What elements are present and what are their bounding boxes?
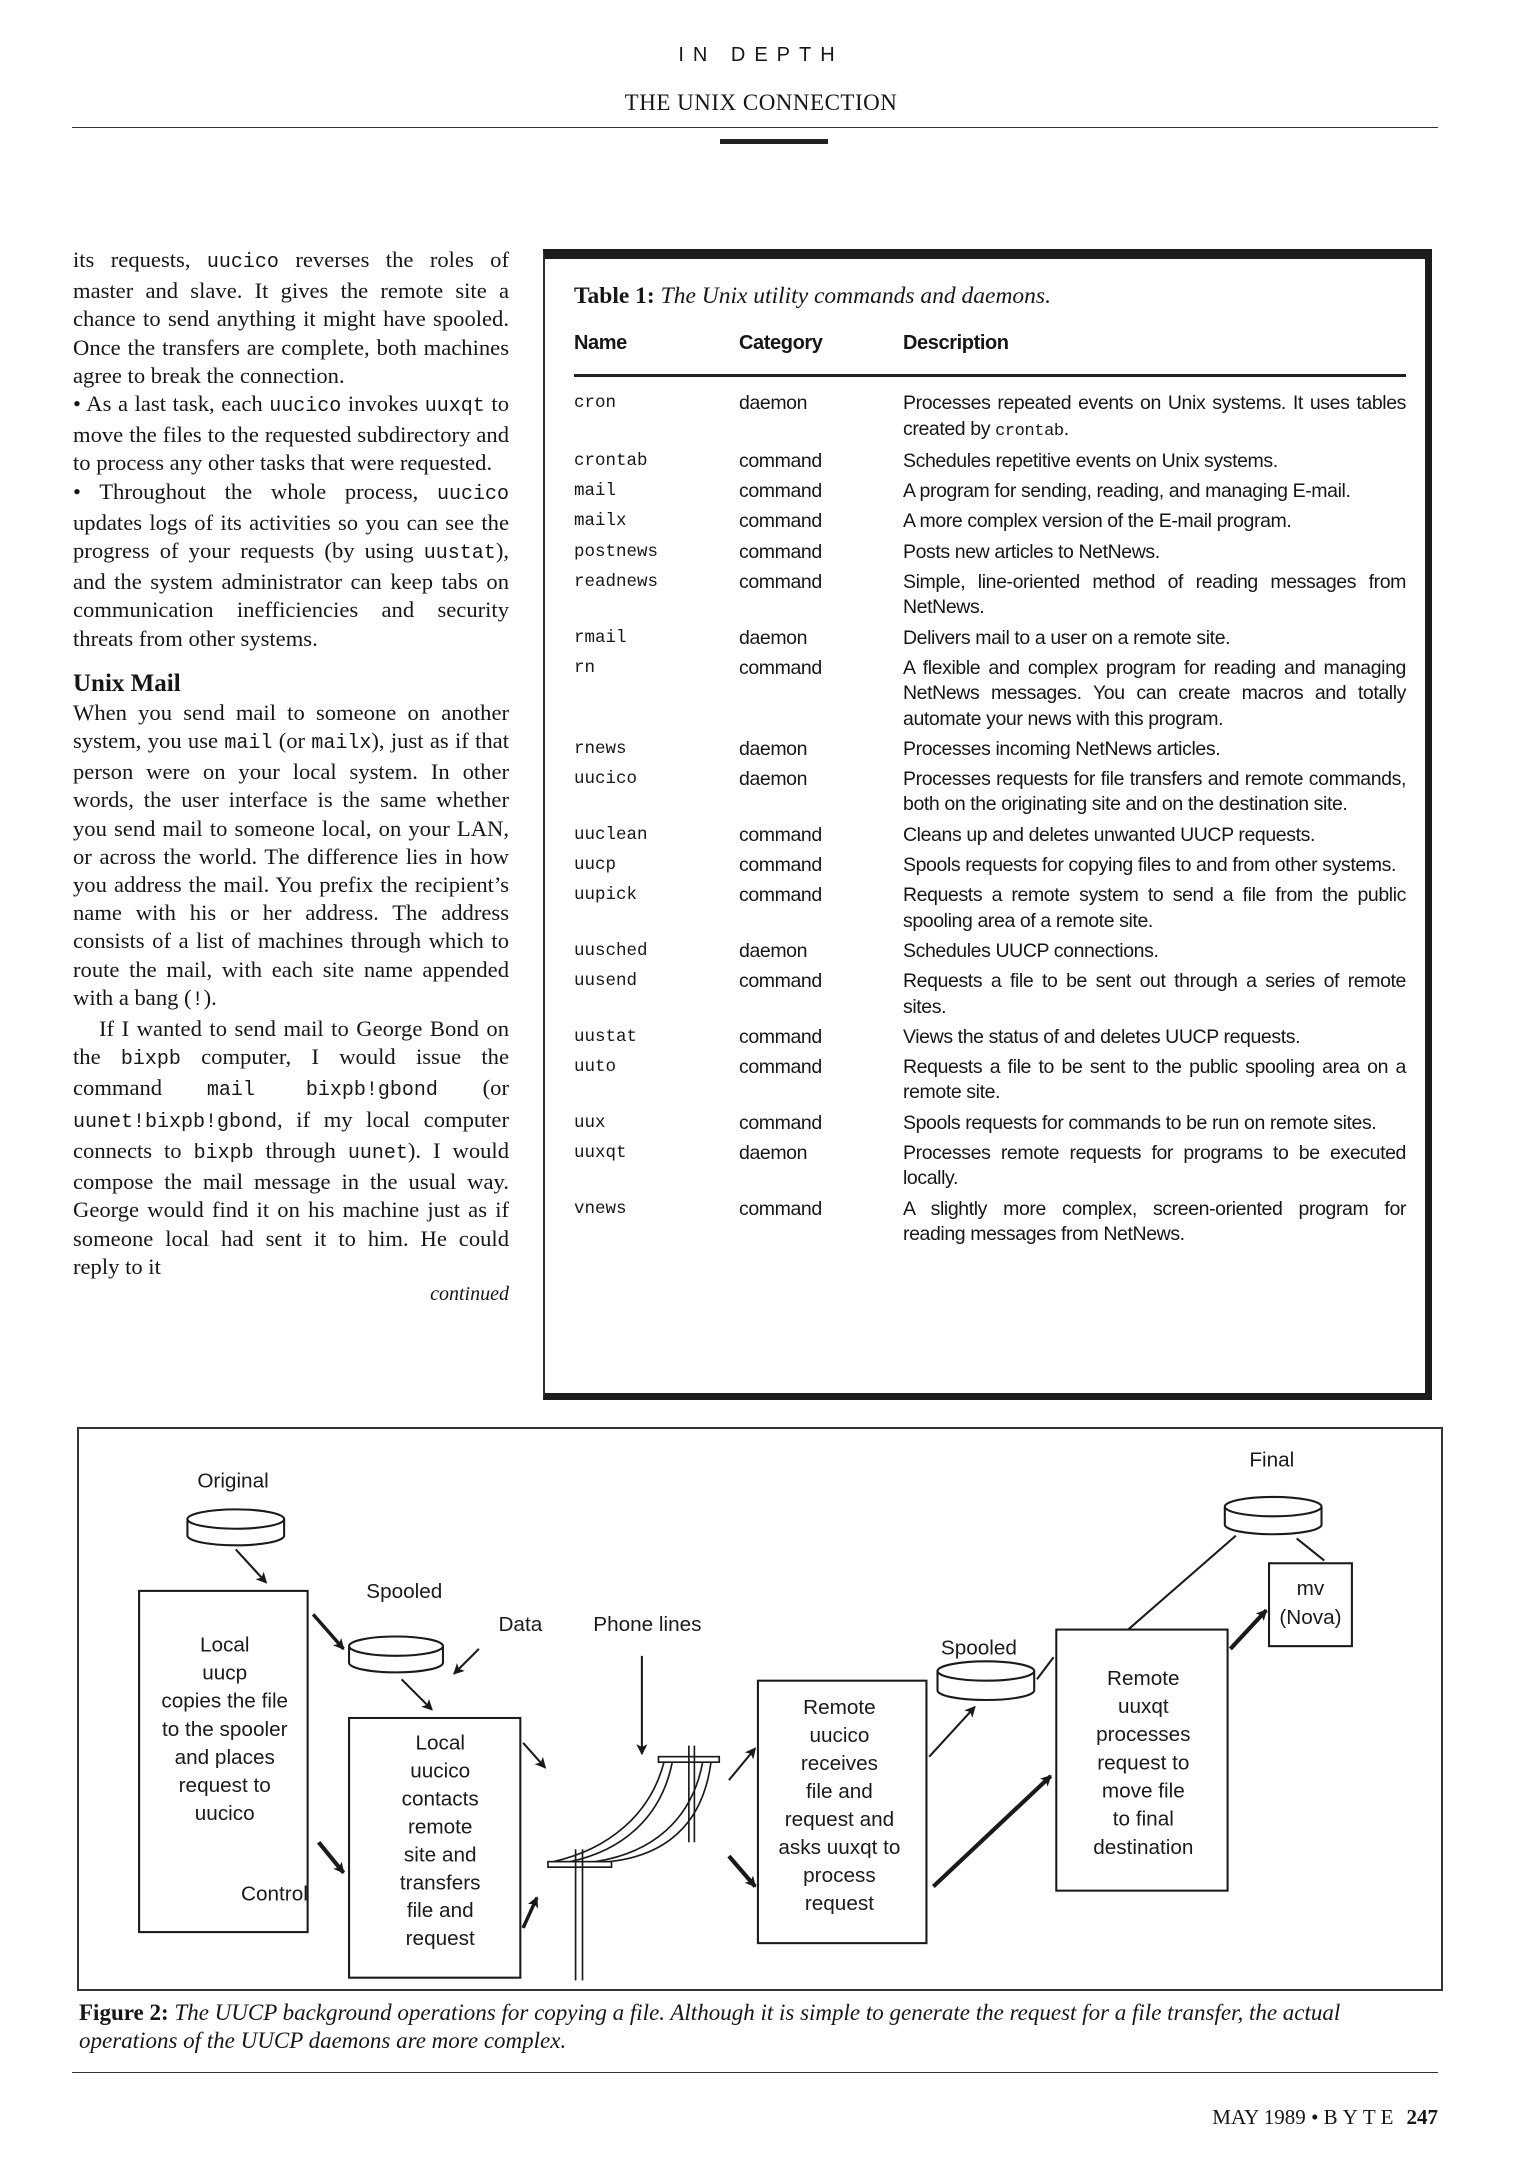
- cell-description: [903, 540, 1406, 570]
- section-title: THE UNIX CONNECTION: [624, 90, 898, 115]
- cell-description: [903, 853, 1406, 883]
- box-text-remote-uucico: request and: [784, 1807, 895, 1831]
- cell-description: [903, 1111, 1406, 1141]
- inline-code: mail bixpb!gbond: [206, 1079, 438, 1103]
- inline-code: uustat: [423, 542, 496, 566]
- cell-category: daemon: [739, 1142, 808, 1165]
- cell-description: [903, 969, 1406, 1025]
- cell-category: command: [739, 1111, 822, 1134]
- cell-category: command: [739, 1056, 822, 1079]
- cell-description: [903, 449, 1406, 479]
- box-text-remote-uuxqt: Remote: [1107, 1666, 1180, 1690]
- description-text: Requests a file to be sent to the public spooling area on a remote site.: [903, 1056, 1406, 1104]
- cell-name: uuclean: [574, 824, 648, 845]
- figure-caption-text: The UUCP background operations for copying a file. Although it is simple to generate the request for a file transfer, the actual operations of the UUCP daemons are more complex.: [79, 2000, 1341, 2053]
- label-control: Control: [241, 1882, 308, 1906]
- text-run: If I wanted to send mail to George Bond on the: [73, 1016, 509, 1070]
- box-text-local-uucico: request: [405, 1927, 475, 1951]
- paragraph: [73, 478, 509, 653]
- cell-description: [903, 509, 1406, 539]
- label-final: Final: [1249, 1448, 1295, 1472]
- box-text-remote-uuxqt: to final: [1112, 1807, 1174, 1831]
- label-data: Data: [498, 1612, 543, 1636]
- table-row: [574, 767, 1406, 823]
- paragraph: [73, 246, 509, 390]
- continued-label: continued: [430, 1282, 509, 1305]
- text-run: reverses the roles of master and slave. It gives the remote site a chance to send anything it might have spooled. Once the transfers are complete, both machines agree to break the connection.: [73, 247, 509, 388]
- table-row: [574, 449, 1406, 479]
- description-text: Requests a remote system to send a file from the public spooling area of a remote site.: [903, 884, 1406, 932]
- text-run: ).: [203, 984, 217, 1010]
- cell-category: daemon: [739, 392, 808, 415]
- cell-category: command: [739, 854, 822, 877]
- cell-name: mail: [574, 481, 617, 502]
- table-title: [574, 283, 1051, 310]
- cell-category: command: [739, 823, 822, 846]
- table-row: [574, 737, 1406, 767]
- box-text-local-uucico: file and: [406, 1899, 474, 1923]
- inline-code: uuxqt: [424, 395, 485, 419]
- box-text-local-uucp: copies the file: [161, 1689, 289, 1713]
- paragraph: [73, 390, 509, 478]
- inline-code: uunet!bixpb!gbond: [73, 1110, 278, 1134]
- column-header-description: Description: [903, 331, 1406, 376]
- description-text: A program for sending, reading, and managing E-mail.: [903, 480, 1351, 503]
- disk-spooled-remote-icon: [938, 1661, 1035, 1700]
- cell-description: [903, 767, 1406, 823]
- inline-code: uunet: [347, 1141, 408, 1165]
- paragraph: [73, 1015, 509, 1281]
- box-text-remote-uuxqt: uuxqt: [1117, 1695, 1169, 1719]
- header-rule: [72, 127, 1438, 128]
- cell-category: command: [739, 449, 822, 472]
- box-text-remote-uucico: asks uuxqt to: [778, 1836, 901, 1860]
- table-row: [574, 1111, 1406, 1141]
- section-heading: Unix Mail: [73, 669, 181, 697]
- cell-category: command: [739, 571, 822, 594]
- box-text-local-uucico: transfers: [399, 1871, 481, 1895]
- cell-name: vnews: [574, 1198, 627, 1219]
- cell-name: uux: [574, 1112, 606, 1133]
- cell-category: command: [739, 1197, 822, 1220]
- description-text: A more complex version of the E-mail program.: [903, 510, 1292, 533]
- description-text: Views the status of and deletes UUCP requests.: [903, 1025, 1301, 1048]
- cell-name: uuxqt: [574, 1143, 627, 1164]
- description-text: Processes repeated events on Unix systems. It uses tables created by: [903, 392, 1406, 440]
- box-text-local-uucp: to the spooler: [161, 1717, 288, 1741]
- box-text-local-uucico: uucico: [410, 1759, 471, 1783]
- box-text-remote-uucico: file and: [806, 1779, 873, 1803]
- table-label: Table 1:: [574, 283, 655, 309]
- cell-name: readnews: [574, 572, 659, 593]
- inline-code: crontab: [995, 421, 1064, 441]
- table-row: [574, 1055, 1406, 1111]
- table-row: [574, 376, 1406, 449]
- table-row: [574, 1141, 1406, 1197]
- text-run: When you send mail to someone on another system, you use: [73, 699, 509, 754]
- text-run: • As a last task, each: [73, 391, 270, 417]
- cell-category: command: [739, 1025, 822, 1048]
- page-number: 247: [1406, 2105, 1438, 2129]
- cell-description: [903, 1141, 1406, 1197]
- cell-description: [903, 626, 1406, 656]
- box-text-remote-uuxqt: destination: [1093, 1835, 1194, 1859]
- paragraph: [73, 699, 509, 1015]
- box-text-local-uucp: request to: [178, 1773, 271, 1797]
- cell-name: rn: [574, 657, 596, 678]
- cell-description: [903, 479, 1406, 509]
- text-run: (or: [272, 728, 312, 754]
- cell-description: [903, 883, 1406, 939]
- magazine-name: BYTE: [1323, 2105, 1399, 2129]
- page-footer: [1000, 2105, 1438, 2130]
- table-row: [574, 626, 1406, 656]
- box-text-local-uucico: contacts: [401, 1787, 479, 1811]
- cell-name: uusend: [574, 971, 638, 992]
- box-text-remote-uucico: receives: [800, 1751, 879, 1775]
- text-run: , if my local computer connects to: [73, 1106, 509, 1163]
- cell-category: command: [739, 510, 822, 533]
- inline-code: mailx: [311, 732, 372, 756]
- cell-description: [903, 737, 1406, 767]
- text-run: invokes: [341, 391, 425, 417]
- table-row: [574, 656, 1406, 737]
- box-text-remote-uucico: uucico: [809, 1723, 870, 1747]
- table-row: [574, 540, 1406, 570]
- box-text-remote-uuxqt: request to: [1097, 1751, 1190, 1775]
- figure-2: [77, 1427, 1443, 1991]
- description-text: Processes requests for file transfers and remote commands, both on the originating site and on the destination site.: [903, 768, 1406, 816]
- cell-category: daemon: [739, 768, 808, 791]
- disk-original-icon: [187, 1509, 284, 1545]
- cell-description: [903, 1055, 1406, 1111]
- table-row: [574, 969, 1406, 1025]
- cell-description: [903, 570, 1406, 626]
- column-header-name: Name: [574, 331, 739, 376]
- description-text: Simple, line-oriented method of reading messages from NetNews.: [903, 571, 1406, 619]
- cell-category: command: [739, 480, 822, 503]
- description-text: Processes remote requests for programs to be executed locally.: [903, 1142, 1406, 1190]
- footer-rule: [72, 2072, 1438, 2073]
- figure-label: Figure 2:: [79, 2000, 169, 2025]
- inline-code: !: [191, 988, 204, 1012]
- cell-description: [903, 1025, 1406, 1055]
- cell-category: command: [739, 970, 822, 993]
- description-text: Spools requests for copying files to and from other systems.: [903, 854, 1396, 877]
- separator: •: [1311, 2105, 1319, 2129]
- text-run: its requests,: [73, 247, 207, 272]
- cell-description: [903, 1197, 1406, 1253]
- article-column: [73, 246, 509, 1307]
- cell-name: uustat: [574, 1026, 638, 1047]
- box-mv-nova: [1269, 1563, 1352, 1646]
- table-caption: The Unix utility commands and daemons.: [660, 283, 1051, 309]
- table-row: [574, 479, 1406, 509]
- cell-category: daemon: [739, 626, 808, 649]
- label-spooled-local: Spooled: [366, 1579, 443, 1603]
- cell-category: command: [739, 884, 822, 907]
- description-tail: .: [1063, 417, 1069, 440]
- disk-final-icon: [1225, 1497, 1322, 1534]
- box-text-local-uucp: uucico: [194, 1801, 255, 1825]
- table-row: [574, 1197, 1406, 1253]
- box-text-local-uucico: Local: [415, 1731, 465, 1755]
- box-text-mv: (Nova): [1279, 1606, 1342, 1630]
- box-text-remote-uucico: process: [803, 1864, 876, 1888]
- column-header-category: Category: [739, 331, 903, 376]
- description-text: Schedules repetitive events on Unix systems.: [903, 449, 1278, 472]
- section-kicker: IN DEPTH: [678, 44, 844, 66]
- cell-category: command: [739, 540, 822, 563]
- description-text: A slightly more complex, screen-oriented program for reading messages from NetNews.: [903, 1197, 1406, 1245]
- telephone-pole-icon: [548, 1746, 719, 1981]
- box-text-local-uucp: and places: [174, 1745, 275, 1769]
- cell-name: mailx: [574, 511, 627, 532]
- cell-category: command: [739, 656, 822, 679]
- issue-date: MAY 1989: [1212, 2105, 1306, 2129]
- cell-name: uupick: [574, 885, 638, 906]
- table-row: [574, 1025, 1406, 1055]
- disk-spooled-local-icon: [349, 1636, 443, 1672]
- cell-name: uuto: [574, 1057, 617, 1078]
- label-spooled-remote: Spooled: [940, 1636, 1017, 1660]
- description-text: A flexible and complex program for reading and managing NetNews messages. You can create macros and totally automate your news with this program.: [903, 656, 1406, 730]
- box-text-local-uucp: Local: [199, 1633, 250, 1657]
- utility-table: [574, 331, 1406, 1252]
- cell-name: cron: [574, 393, 617, 414]
- inline-code: uucico: [206, 251, 279, 274]
- uucp-diagram: [79, 1429, 1441, 1989]
- box-text-remote-uuxqt: move file: [1101, 1779, 1185, 1803]
- table-row: [574, 883, 1406, 939]
- description-text: Requests a file to be sent out through a series of remote sites.: [903, 970, 1406, 1018]
- cell-category: daemon: [739, 939, 808, 962]
- cell-description: [903, 823, 1406, 853]
- text-run: ). I would compose the mail message in the usual way. George would find it on his machine just as if someone local had sent it to him. He could reply to it: [73, 1137, 509, 1279]
- cell-name: rnews: [574, 738, 627, 759]
- cell-name: postnews: [574, 541, 659, 562]
- figure-caption: [79, 1999, 1439, 2055]
- label-phone-lines: Phone lines: [593, 1612, 702, 1636]
- header-bar: [720, 139, 828, 144]
- cell-description: [903, 656, 1406, 737]
- description-text: Processes incoming NetNews articles.: [903, 737, 1221, 760]
- box-text-remote-uuxqt: processes: [1096, 1723, 1191, 1747]
- text-run: ), and the system administrator can keep tabs on communication inefficiencies and security threats from other systems.: [73, 538, 509, 651]
- cell-category: daemon: [739, 737, 808, 760]
- cell-name: uucico: [574, 769, 638, 790]
- box-text-local-uucico: site and: [403, 1843, 477, 1867]
- table-row: [574, 570, 1406, 626]
- table-row: [574, 509, 1406, 539]
- label-original: Original: [197, 1469, 269, 1493]
- box-text-mv: mv: [1296, 1577, 1325, 1601]
- text-run: (or: [437, 1075, 510, 1101]
- description-text: Delivers mail to a user on a remote site.: [903, 626, 1231, 649]
- description-text: Cleans up and deletes unwanted UUCP requests.: [903, 823, 1315, 846]
- table-1: [543, 249, 1432, 1400]
- cell-name: uusched: [574, 940, 648, 961]
- inline-code: bixpb: [193, 1141, 254, 1165]
- text-run: computer, I would issue the command: [73, 1044, 509, 1101]
- text-run: ), just as if that person were on your local system. In other words, the user interface is the same whether you send mail to someone local, on your LAN, or across the world. The difference lies in how you address the mail. You prefix the recipient’s name with his or her address. The address consists of a list of machines through which to route the mail, with each site name appended with a bang (: [73, 728, 509, 1010]
- cell-description: [903, 939, 1406, 969]
- description-text: Posts new articles to NetNews.: [903, 540, 1160, 563]
- cell-name: uucp: [574, 855, 617, 876]
- text-run: through: [253, 1137, 348, 1163]
- description-text: Spools requests for commands to be run on remote sites.: [903, 1111, 1377, 1134]
- table-row: [574, 853, 1406, 883]
- table-row: [574, 823, 1406, 853]
- box-text-remote-uucico: Remote: [803, 1695, 876, 1719]
- cell-name: crontab: [574, 450, 648, 471]
- table-header-row: [574, 331, 1406, 376]
- inline-code: uucico: [436, 482, 509, 506]
- inline-code: uucico: [269, 395, 342, 419]
- text-run: • Throughout the whole process,: [73, 478, 437, 504]
- box-text-local-uucico: remote: [407, 1815, 473, 1839]
- box-text-local-uucp: uucp: [202, 1661, 248, 1685]
- box-text-remote-uucico: request: [804, 1892, 874, 1916]
- inline-code: mail: [224, 732, 273, 756]
- inline-code: bixpb: [120, 1048, 181, 1072]
- description-text: Schedules UUCP connections.: [903, 939, 1159, 962]
- cell-description: [903, 376, 1406, 449]
- text-run: to move the files to the requested subdirectory and to process any other tasks that were requested.: [73, 391, 509, 476]
- cell-name: rmail: [574, 627, 627, 648]
- table-row: [574, 939, 1406, 969]
- text-run: updates logs of its activities so you can see the progress of your requests (by using: [73, 509, 509, 564]
